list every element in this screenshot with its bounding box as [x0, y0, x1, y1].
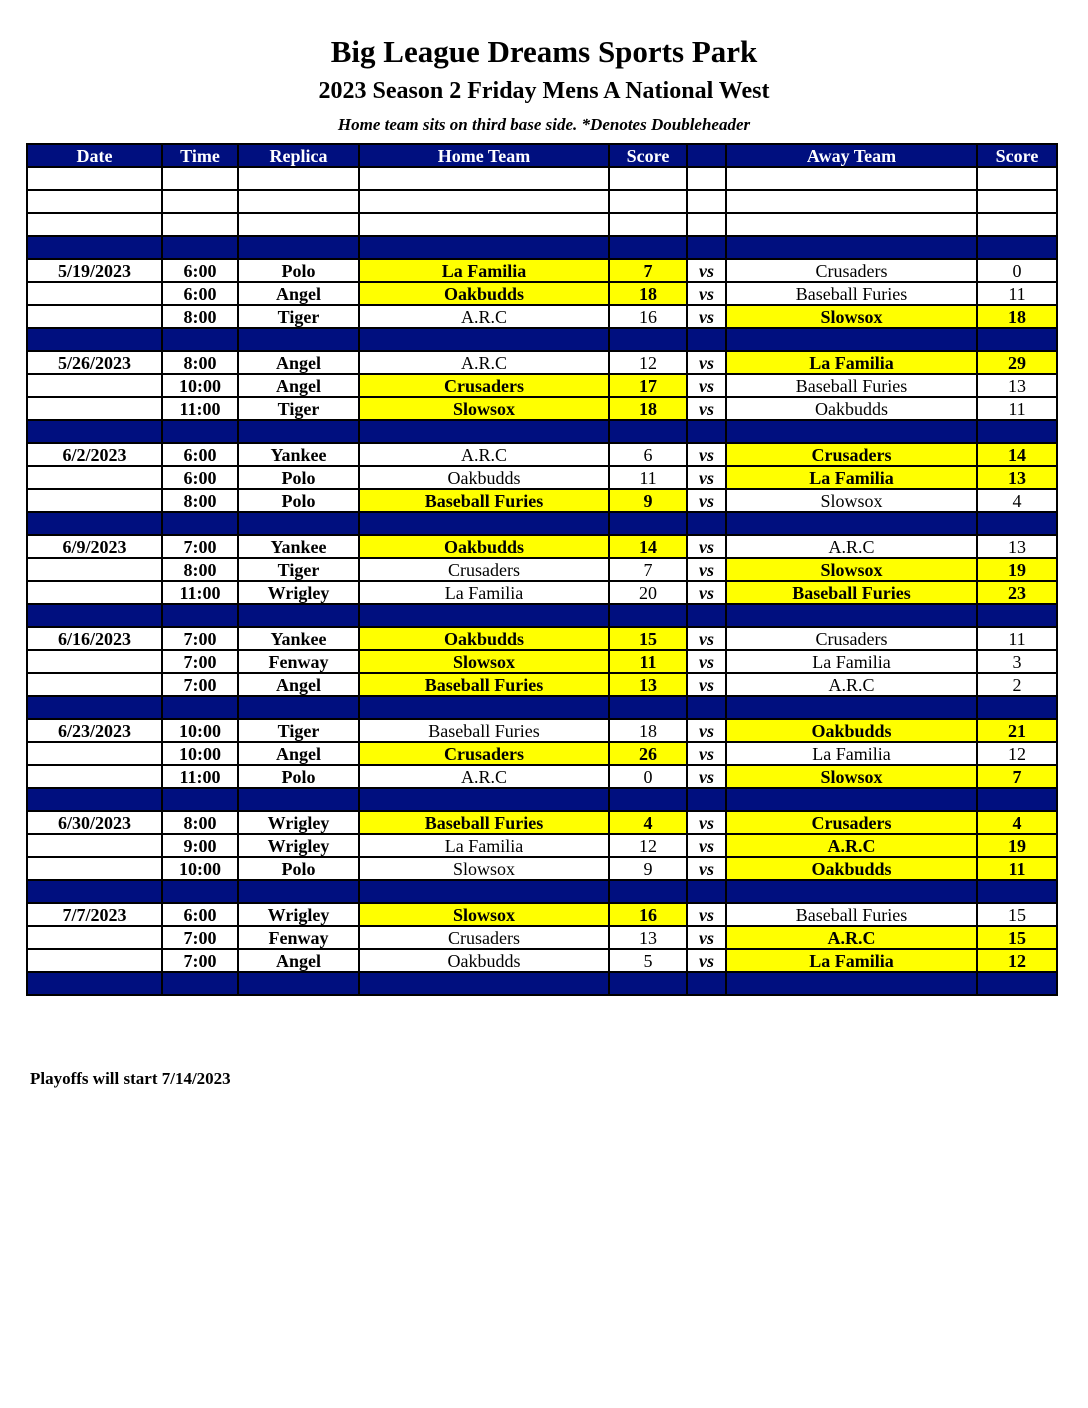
game-field: Tiger [238, 719, 359, 742]
separator-row [27, 328, 1057, 351]
game-time: 9:00 [162, 834, 238, 857]
vs-label: vs [687, 282, 726, 305]
separator-row [27, 420, 1057, 443]
game-row [27, 627, 1057, 650]
home-team: Crusaders [359, 926, 609, 949]
vs-label: vs [687, 857, 726, 880]
game-time: 6:00 [162, 282, 238, 305]
away-score: 12 [977, 949, 1057, 972]
home-team: Oakbudds [359, 627, 609, 650]
game-row [27, 535, 1057, 558]
game-date [27, 305, 162, 328]
game-date: 6/2/2023 [27, 443, 162, 466]
home-score: 12 [609, 351, 687, 374]
away-team: A.R.C [726, 926, 977, 949]
home-score: 5 [609, 949, 687, 972]
home-score: 16 [609, 305, 687, 328]
game-time: 7:00 [162, 627, 238, 650]
game-field: Fenway [238, 926, 359, 949]
game-row [27, 650, 1057, 673]
away-score: 23 [977, 581, 1057, 604]
schedule-note: Home team sits on third base side. *Denotes Doubleheader [337, 115, 751, 134]
away-team: Slowsox [726, 558, 977, 581]
away-team: Slowsox [726, 765, 977, 788]
home-team: A.R.C [359, 351, 609, 374]
separator-row [27, 512, 1057, 535]
home-team: Slowsox [359, 903, 609, 926]
game-time: 6:00 [162, 443, 238, 466]
game-time: 8:00 [162, 558, 238, 581]
home-team: Oakbudds [359, 282, 609, 305]
separator-row [27, 880, 1057, 903]
home-score: 16 [609, 903, 687, 926]
home-score: 6 [609, 443, 687, 466]
game-time: 10:00 [162, 857, 238, 880]
game-row [27, 558, 1057, 581]
game-time: 8:00 [162, 305, 238, 328]
game-time: 8:00 [162, 811, 238, 834]
col-vs-header [687, 144, 726, 167]
game-date [27, 857, 162, 880]
game-row [27, 673, 1057, 696]
vs-label: vs [687, 765, 726, 788]
col-replica-header: Replica [238, 144, 359, 167]
game-field: Yankee [238, 443, 359, 466]
game-time: 11:00 [162, 765, 238, 788]
game-row [27, 857, 1057, 880]
game-field: Polo [238, 857, 359, 880]
separator-row [27, 972, 1057, 995]
home-score: 26 [609, 742, 687, 765]
separator-row [27, 696, 1057, 719]
home-team: Crusaders [359, 374, 609, 397]
away-score: 11 [977, 857, 1057, 880]
vs-label: vs [687, 489, 726, 512]
away-team: Baseball Furies [726, 374, 977, 397]
away-team: Baseball Furies [726, 581, 977, 604]
game-time: 7:00 [162, 949, 238, 972]
home-score: 18 [609, 282, 687, 305]
home-score: 12 [609, 834, 687, 857]
vs-label: vs [687, 719, 726, 742]
away-score: 19 [977, 558, 1057, 581]
game-row [27, 949, 1057, 972]
vs-label: vs [687, 305, 726, 328]
game-row [27, 903, 1057, 926]
schedule-body [27, 167, 1057, 995]
game-date: 5/26/2023 [27, 351, 162, 374]
game-time: 6:00 [162, 466, 238, 489]
game-row [27, 351, 1057, 374]
vs-label: vs [687, 834, 726, 857]
game-field: Angel [238, 374, 359, 397]
home-score: 9 [609, 857, 687, 880]
vs-label: vs [687, 742, 726, 765]
game-time: 7:00 [162, 673, 238, 696]
game-date [27, 673, 162, 696]
separator-row [27, 788, 1057, 811]
vs-label: vs [687, 443, 726, 466]
game-date: 6/30/2023 [27, 811, 162, 834]
vs-label: vs [687, 558, 726, 581]
home-team: A.R.C [359, 443, 609, 466]
separator-row [27, 604, 1057, 627]
away-score: 13 [977, 466, 1057, 489]
away-team: Slowsox [726, 305, 977, 328]
away-score: 29 [977, 351, 1057, 374]
away-team: Crusaders [726, 627, 977, 650]
blank-row [27, 190, 1057, 213]
away-score: 14 [977, 443, 1057, 466]
game-field: Angel [238, 673, 359, 696]
away-score: 4 [977, 489, 1057, 512]
game-date [27, 742, 162, 765]
away-team: Oakbudds [726, 719, 977, 742]
home-team: Oakbudds [359, 949, 609, 972]
game-date [27, 558, 162, 581]
game-field: Fenway [238, 650, 359, 673]
home-score: 11 [609, 650, 687, 673]
away-team: A.R.C [726, 673, 977, 696]
vs-label: vs [687, 535, 726, 558]
home-score: 13 [609, 926, 687, 949]
game-field: Angel [238, 282, 359, 305]
game-row [27, 259, 1057, 282]
away-score: 11 [977, 282, 1057, 305]
away-team: La Familia [726, 650, 977, 673]
away-score: 21 [977, 719, 1057, 742]
home-team: Oakbudds [359, 535, 609, 558]
separator-row [27, 236, 1057, 259]
vs-label: vs [687, 926, 726, 949]
home-score: 17 [609, 374, 687, 397]
col-home-team-header: Home Team [359, 144, 609, 167]
game-row [27, 489, 1057, 512]
game-row [27, 719, 1057, 742]
home-score: 7 [609, 259, 687, 282]
game-time: 7:00 [162, 535, 238, 558]
game-date [27, 949, 162, 972]
home-team: La Familia [359, 259, 609, 282]
home-score: 18 [609, 719, 687, 742]
away-team: La Familia [726, 466, 977, 489]
away-team: Baseball Furies [726, 282, 977, 305]
game-date [27, 581, 162, 604]
home-team: Baseball Furies [359, 673, 609, 696]
home-score: 4 [609, 811, 687, 834]
away-score: 13 [977, 535, 1057, 558]
game-time: 6:00 [162, 259, 238, 282]
col-date-header: Date [27, 144, 162, 167]
away-team: Baseball Furies [726, 903, 977, 926]
game-date [27, 926, 162, 949]
game-row [27, 374, 1057, 397]
home-team: Crusaders [359, 558, 609, 581]
game-row [27, 581, 1057, 604]
away-team: Oakbudds [726, 857, 977, 880]
game-time: 8:00 [162, 351, 238, 374]
home-score: 9 [609, 489, 687, 512]
home-score: 20 [609, 581, 687, 604]
game-date [27, 282, 162, 305]
game-field: Polo [238, 489, 359, 512]
away-team: La Familia [726, 742, 977, 765]
away-team: Slowsox [726, 489, 977, 512]
game-time: 8:00 [162, 489, 238, 512]
vs-label: vs [687, 673, 726, 696]
game-time: 6:00 [162, 903, 238, 926]
game-date [27, 765, 162, 788]
home-team: A.R.C [359, 305, 609, 328]
away-team: La Familia [726, 949, 977, 972]
vs-label: vs [687, 374, 726, 397]
game-row [27, 765, 1057, 788]
game-field: Tiger [238, 558, 359, 581]
home-team: La Familia [359, 834, 609, 857]
playoffs-note: Playoffs will start 7/14/2023 [30, 1069, 231, 1088]
away-team: A.R.C [726, 535, 977, 558]
home-team: Slowsox [359, 650, 609, 673]
home-score: 18 [609, 397, 687, 420]
home-team: Crusaders [359, 742, 609, 765]
game-field: Wrigley [238, 811, 359, 834]
away-score: 12 [977, 742, 1057, 765]
col-time-header: Time [162, 144, 238, 167]
away-score: 7 [977, 765, 1057, 788]
home-team: Slowsox [359, 397, 609, 420]
page-title: Big League Dreams Sports Park [330, 34, 758, 69]
game-row [27, 282, 1057, 305]
vs-label: vs [687, 811, 726, 834]
away-team: A.R.C [726, 834, 977, 857]
game-time: 7:00 [162, 650, 238, 673]
game-date [27, 466, 162, 489]
game-field: Polo [238, 259, 359, 282]
away-score: 19 [977, 834, 1057, 857]
home-score: 0 [609, 765, 687, 788]
game-row [27, 466, 1057, 489]
game-time: 10:00 [162, 374, 238, 397]
home-team: Slowsox [359, 857, 609, 880]
game-date [27, 650, 162, 673]
game-field: Angel [238, 949, 359, 972]
away-score: 2 [977, 673, 1057, 696]
home-team: Baseball Furies [359, 489, 609, 512]
game-field: Tiger [238, 397, 359, 420]
col-away-team-header: Away Team [726, 144, 977, 167]
away-score: 0 [977, 259, 1057, 282]
vs-label: vs [687, 903, 726, 926]
game-row [27, 397, 1057, 420]
game-date: 7/7/2023 [27, 903, 162, 926]
game-date: 6/23/2023 [27, 719, 162, 742]
vs-label: vs [687, 259, 726, 282]
home-score: 11 [609, 466, 687, 489]
vs-label: vs [687, 351, 726, 374]
home-team: Oakbudds [359, 466, 609, 489]
game-date [27, 397, 162, 420]
home-score: 15 [609, 627, 687, 650]
game-field: Polo [238, 466, 359, 489]
away-score: 15 [977, 903, 1057, 926]
home-team: Baseball Furies [359, 811, 609, 834]
vs-label: vs [687, 949, 726, 972]
blank-row [27, 167, 1057, 190]
game-date: 6/9/2023 [27, 535, 162, 558]
vs-label: vs [687, 650, 726, 673]
away-score: 4 [977, 811, 1057, 834]
game-date [27, 834, 162, 857]
col-away-score-header: Score [977, 144, 1057, 167]
page-subtitle: 2023 Season 2 Friday Mens A National West [318, 78, 770, 104]
game-field: Yankee [238, 627, 359, 650]
vs-label: vs [687, 397, 726, 420]
game-time: 11:00 [162, 581, 238, 604]
home-score: 13 [609, 673, 687, 696]
away-score: 18 [977, 305, 1057, 328]
game-row [27, 834, 1057, 857]
game-time: 10:00 [162, 742, 238, 765]
game-field: Wrigley [238, 903, 359, 926]
blank-row [27, 213, 1057, 236]
away-team: Crusaders [726, 259, 977, 282]
game-row [27, 811, 1057, 834]
home-team: La Familia [359, 581, 609, 604]
away-score: 11 [977, 397, 1057, 420]
game-field: Tiger [238, 305, 359, 328]
game-row [27, 443, 1057, 466]
home-team: Baseball Furies [359, 719, 609, 742]
game-field: Angel [238, 742, 359, 765]
vs-label: vs [687, 466, 726, 489]
col-home-score-header: Score [609, 144, 687, 167]
game-field: Wrigley [238, 834, 359, 857]
away-team: Crusaders [726, 443, 977, 466]
away-score: 13 [977, 374, 1057, 397]
header-row [27, 144, 1057, 167]
game-time: 11:00 [162, 397, 238, 420]
game-field: Yankee [238, 535, 359, 558]
game-date [27, 374, 162, 397]
schedule-table [26, 143, 1058, 996]
away-team: La Familia [726, 351, 977, 374]
away-team: Crusaders [726, 811, 977, 834]
vs-label: vs [687, 581, 726, 604]
away-score: 11 [977, 627, 1057, 650]
game-date [27, 489, 162, 512]
home-score: 7 [609, 558, 687, 581]
home-score: 14 [609, 535, 687, 558]
game-field: Angel [238, 351, 359, 374]
vs-label: vs [687, 627, 726, 650]
game-date: 5/19/2023 [27, 259, 162, 282]
game-row [27, 742, 1057, 765]
away-score: 3 [977, 650, 1057, 673]
game-field: Polo [238, 765, 359, 788]
home-team: A.R.C [359, 765, 609, 788]
game-field: Wrigley [238, 581, 359, 604]
game-row [27, 926, 1057, 949]
game-date: 6/16/2023 [27, 627, 162, 650]
away-team: Oakbudds [726, 397, 977, 420]
game-row [27, 305, 1057, 328]
game-time: 10:00 [162, 719, 238, 742]
game-time: 7:00 [162, 926, 238, 949]
away-score: 15 [977, 926, 1057, 949]
